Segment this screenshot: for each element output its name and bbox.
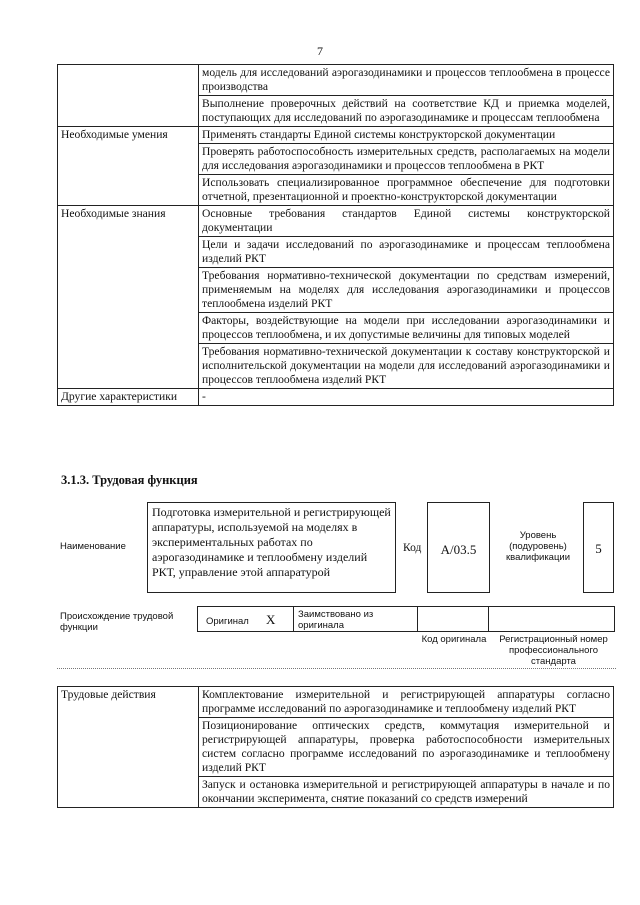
table-cell: Использовать специализированное программное обеспечение для подготовки отчетной, презентационной и проектно-конструкторской документации [199, 175, 614, 206]
table-cell: Позиционирование оптических средств, коммутация измерительной и регистрирующей аппаратуры, проверка работоспособности измерительных систем согласно программе исследований по аэрогазодинамике и теплообмену изделий РКТ [199, 718, 614, 777]
row-label-other: Другие характеристики [58, 389, 199, 406]
table-cell: Факторы, воздействующие на модели при исследовании аэрогазодинамики и процессов теплообмена, и их допустимые величины для типовых моделей [199, 313, 614, 344]
section-title: 3.1.3. Трудовая функция [61, 473, 198, 487]
table-cell: - [199, 389, 614, 406]
row-label-actions: Трудовые действия [58, 687, 199, 808]
table-row [58, 687, 614, 718]
name-label: Наименование [60, 541, 126, 552]
table-cell: Цели и задачи исследований по аэрогазодинамике и процессам теплообмена изделий РКТ [199, 237, 614, 268]
work-actions-table [57, 686, 614, 808]
skills-knowledge-table [57, 64, 614, 406]
qualification-level-label: Уровень (подуровень) квалификации [505, 530, 571, 563]
table-cell: модель для исследований аэрогазодинамики и процессов теплообмена в процессе производства [199, 65, 614, 96]
borrowed-label: Заимствовано из оригинала [298, 609, 374, 631]
table-row [58, 127, 614, 144]
table-cell: Требования нормативно-технической документации по средствам измерений, применяемым на моделях для исследования аэрогазодинамики и процессов теплообмена изделий РКТ [199, 268, 614, 313]
borrowed-cell [293, 606, 418, 632]
row-label-skills: Необходимые умения [58, 127, 199, 206]
code-original-label: Код оригинала [421, 634, 487, 645]
qualification-level-box: 5 [583, 502, 614, 593]
code-original-cell [417, 606, 489, 632]
table-cell: Основные требования стандартов Единой системы конструкторской документации [199, 206, 614, 237]
table-row [58, 65, 614, 96]
code-box: A/03.5 [427, 502, 490, 593]
code-label: Код [403, 542, 422, 554]
original-cell [197, 606, 294, 632]
origin-row [197, 606, 616, 632]
table-cell: Комплектование измерительной и регистрирующей аппаратуры согласно программе исследований по аэрогазодинамике и теплообмену изделий РКТ [199, 687, 614, 718]
function-name-box: Подготовка измерительной и регистрирующей аппаратуры, используемой на моделях в экспериментальных работах по аэрогазодинамике и теплообмену изделий РКТ, управление этой аппаратурой [147, 502, 396, 593]
table-cell: Применять стандарты Единой системы конструкторской документации [199, 127, 614, 144]
table-row [58, 389, 614, 406]
page-number: 7 [317, 44, 323, 58]
original-label: Оригинал [206, 616, 249, 627]
row-label-knowledge: Необходимые знания [58, 206, 199, 389]
origin-label: Происхождение трудовой функции [60, 611, 174, 633]
divider [57, 668, 616, 669]
reg-number-label: Регистрационный номер профессионального стандарта [499, 634, 608, 667]
original-mark: X [266, 612, 276, 627]
reg-number-cell [488, 606, 615, 632]
table-row [58, 206, 614, 237]
table-cell: Выполнение проверочных действий на соответствие КД и приемка моделей, поступающих для исследований по аэрогазодинамике и процессам теплообмена [199, 96, 614, 127]
table-cell: Проверять работоспособность измерительных средств, располагаемых на модели для исследования аэрогазодинамики и процессов теплообмена в РКТ [199, 144, 614, 175]
table-cell: Требования нормативно-технической документации к составу конструкторской и исполнительской документации на модели для исследований аэрогазодинамики и процессов теплообмена изделий РКТ [199, 344, 614, 389]
row-label-empty [58, 65, 199, 127]
table-cell: Запуск и остановка измерительной и регистрирующей аппаратуры в начале и по окончании эксперимента, снятие показаний со средств измерений [199, 777, 614, 808]
